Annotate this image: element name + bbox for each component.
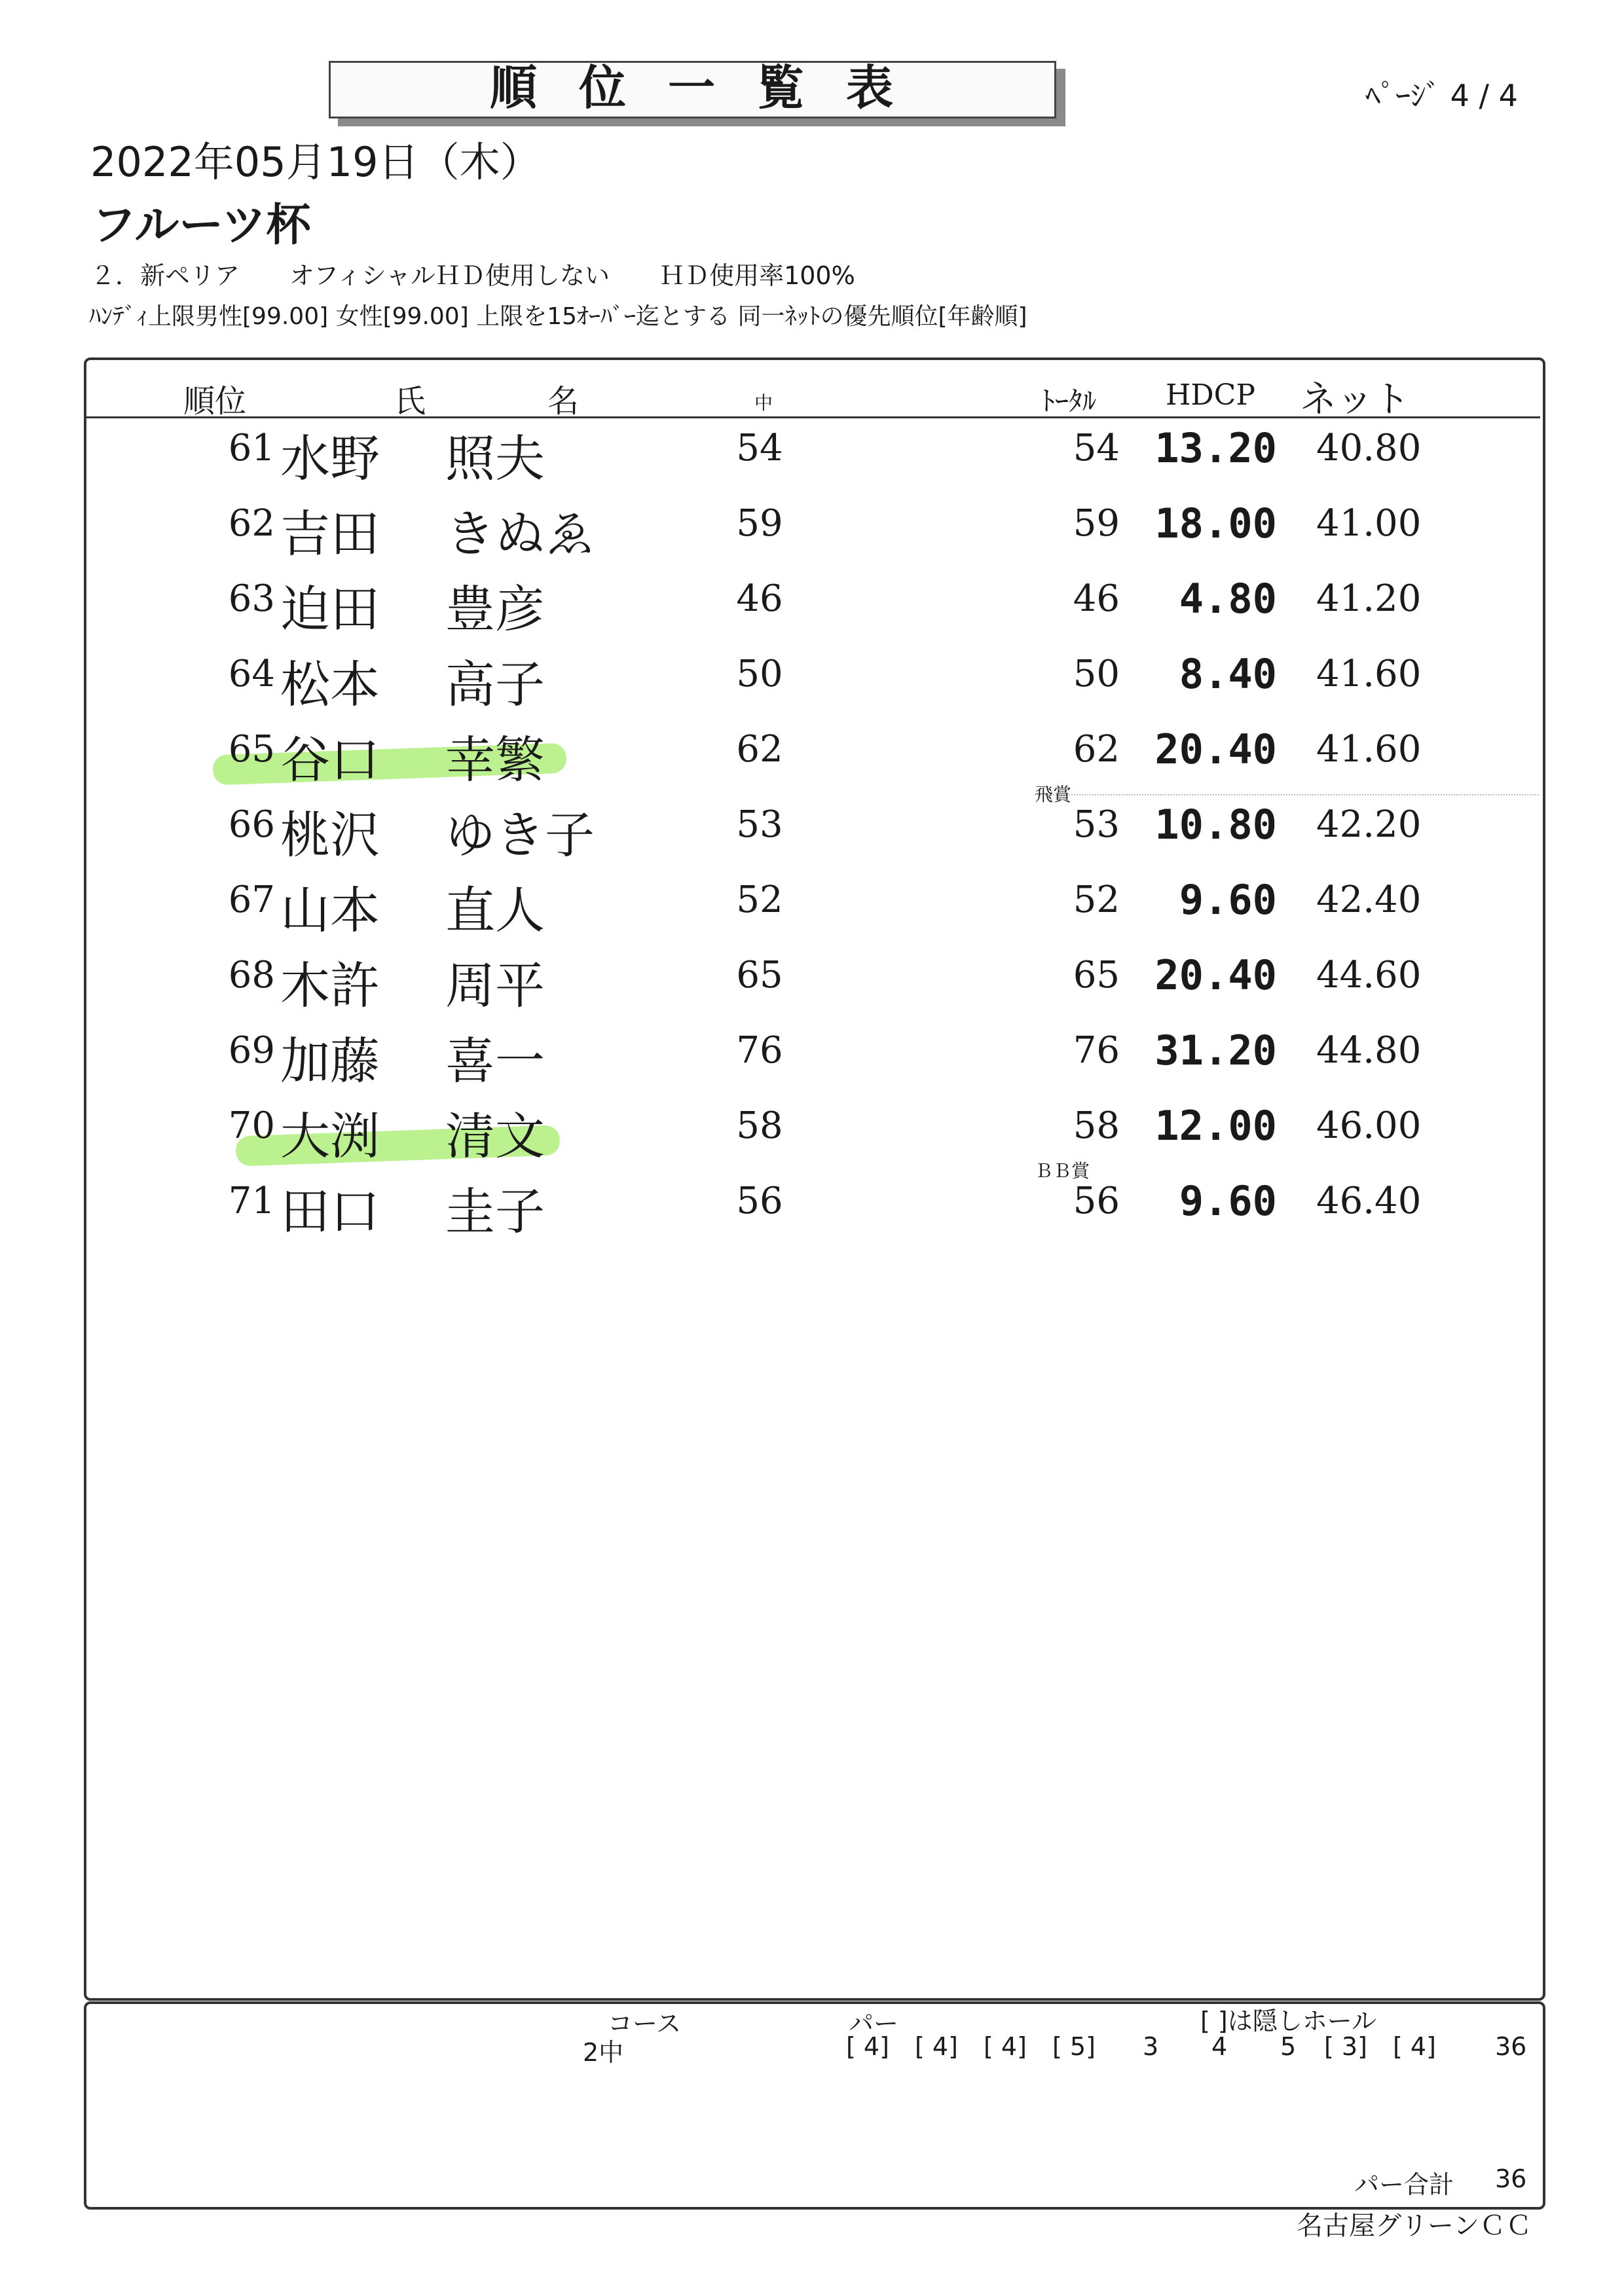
given-name: ゆき子 [445,806,595,864]
hdcp: 31.20 [1154,1027,1277,1074]
net-score: 42.40 [1316,879,1422,921]
hdcp: 13.20 [1154,424,1277,472]
hdcp: 9.60 [1179,1177,1277,1225]
given-name: 直人 [445,881,545,939]
club-name: 名古屋グリーンＣＣ [1297,2211,1532,2241]
table-row [0,872,1624,947]
family-name: 水野 [280,429,380,488]
col-hdcp: HDCP [1166,378,1255,412]
course-score: 59 [736,502,783,545]
par-total-label: パー合計 [1354,2170,1454,2199]
scoring-info: ２．新ペリア オフィシャルＨＤ使用しない ＨＤ使用率100% [90,261,855,290]
hidden-hole-note: [ ]は隠しホール [1200,2007,1376,2035]
family-name: 桃沢 [280,806,380,864]
total-score: 65 [1073,954,1120,996]
course-label: コース [608,2009,682,2038]
course-par-total: 36 [1495,2032,1527,2061]
rank: 70 [228,1104,275,1147]
course-score: 56 [736,1180,783,1222]
net-score: 40.80 [1316,427,1422,469]
hdcp: 20.40 [1154,951,1277,999]
total-score: 56 [1073,1180,1120,1222]
course-score: 46 [736,577,783,620]
hole-par-4: [ 5] [1052,2032,1096,2061]
col-net: ネット [1300,378,1410,421]
table-row [0,571,1624,646]
rank: 64 [228,653,275,695]
total-score: 50 [1073,653,1120,695]
page-indicator: ﾍﾟｰｼﾞ 4 / 4 [1365,78,1518,113]
total-score: 58 [1073,1104,1120,1147]
col-rank: 順位 [183,383,247,420]
event-name: フルーツ杯 [92,200,311,251]
net-score: 42.20 [1316,803,1422,846]
hdcp: 10.80 [1154,801,1277,848]
given-name: 高子 [445,655,545,714]
net-score: 41.60 [1316,728,1422,771]
rank: 67 [228,879,275,921]
hole-par-3: [ 4] [984,2032,1027,2061]
given-name: 喜一 [445,1032,545,1090]
family-name: 加藤 [280,1032,380,1090]
family-name: 大渕 [280,1107,380,1165]
family-name: 木許 [280,957,380,1015]
rank: 65 [228,728,275,771]
table-row [0,496,1624,571]
total-score: 62 [1073,728,1120,771]
total-score: 52 [1073,879,1120,921]
given-name: 照夫 [445,429,545,488]
total-score: 59 [1073,502,1120,545]
rank: 62 [228,502,275,545]
family-name: 迫田 [280,580,380,638]
family-name: 谷口 [280,731,380,789]
rank: 71 [228,1180,275,1222]
course-score: 54 [736,427,783,469]
hole-par-1: [ 4] [846,2032,889,2061]
total-score: 76 [1073,1029,1120,1072]
total-score: 54 [1073,427,1120,469]
table-row [0,797,1624,872]
hdcp: 20.40 [1154,725,1277,773]
award-label: 飛賞 [1035,784,1072,805]
net-score: 41.60 [1316,653,1422,695]
course-score: 76 [736,1029,783,1072]
course-score: 65 [736,954,783,996]
course-score: 50 [736,653,783,695]
net-score: 44.80 [1316,1029,1422,1072]
col-course: 中 [754,392,773,414]
given-name: 清文 [445,1107,545,1165]
given-name: 周平 [445,957,545,1015]
course-score: 53 [736,803,783,846]
table-row [0,646,1624,721]
hole-par-6: 4 [1211,2032,1228,2061]
family-name: 山本 [280,881,380,939]
hdcp: 9.60 [1179,876,1277,924]
hdcp: 4.80 [1179,575,1277,623]
hole-par-5: 3 [1143,2032,1159,2061]
rank: 69 [228,1029,275,1072]
par-total-value: 36 [1495,2164,1527,2193]
net-score: 46.00 [1316,1104,1422,1147]
award-label: ＢＢ賞 [1035,1160,1090,1182]
rank: 66 [228,803,275,846]
total-score: 53 [1073,803,1120,846]
net-score: 44.60 [1316,954,1422,996]
hole-par-8: [ 3] [1324,2032,1367,2061]
course-score: 58 [736,1104,783,1147]
family-name: 松本 [280,655,380,714]
given-name: 豊彦 [445,580,545,638]
course-value: 2中 [583,2038,624,2067]
table-row [0,1098,1624,1182]
hole-par-2: [ 4] [915,2032,958,2061]
hole-par-9: [ 4] [1393,2032,1436,2061]
table-row [0,721,1624,805]
event-date: 2022年05月19日（木） [90,138,541,186]
hdcp: 8.40 [1179,650,1277,698]
table-row [0,420,1624,496]
rank: 63 [228,577,275,620]
col-total: ﾄｰﾀﾙ [1041,385,1097,417]
table-row [0,1173,1624,1248]
table-row [0,947,1624,1023]
table-row [0,1023,1624,1098]
family-name: 吉田 [280,505,380,563]
total-score: 46 [1073,577,1120,620]
par-label: パー [849,2009,899,2038]
handicap-info: ﾊﾝﾃﾞｨ上限男性[99.00] 女性[99.00] 上限を15ｵｰﾊﾞｰ迄とする 同一ﾈｯﾄの優先順位[年齢順] [89,303,1027,330]
rank: 61 [228,427,275,469]
net-score: 46.40 [1316,1180,1422,1222]
net-score: 41.00 [1316,502,1422,545]
page-title: 順位一覧表 [489,60,935,115]
rank: 68 [228,954,275,996]
family-name: 田口 [280,1182,380,1241]
col-name-b: 名 [547,383,580,420]
hdcp: 12.00 [1154,1102,1277,1150]
given-name: きぬゑ [445,505,595,563]
col-name-a: 氏 [394,383,426,420]
course-score: 52 [736,879,783,921]
course-score: 62 [736,728,783,771]
hole-par-7: 5 [1280,2032,1297,2061]
given-name: 圭子 [445,1182,545,1241]
given-name: 幸繁 [445,731,545,789]
hdcp: 18.00 [1154,500,1277,547]
net-score: 41.20 [1316,577,1422,620]
